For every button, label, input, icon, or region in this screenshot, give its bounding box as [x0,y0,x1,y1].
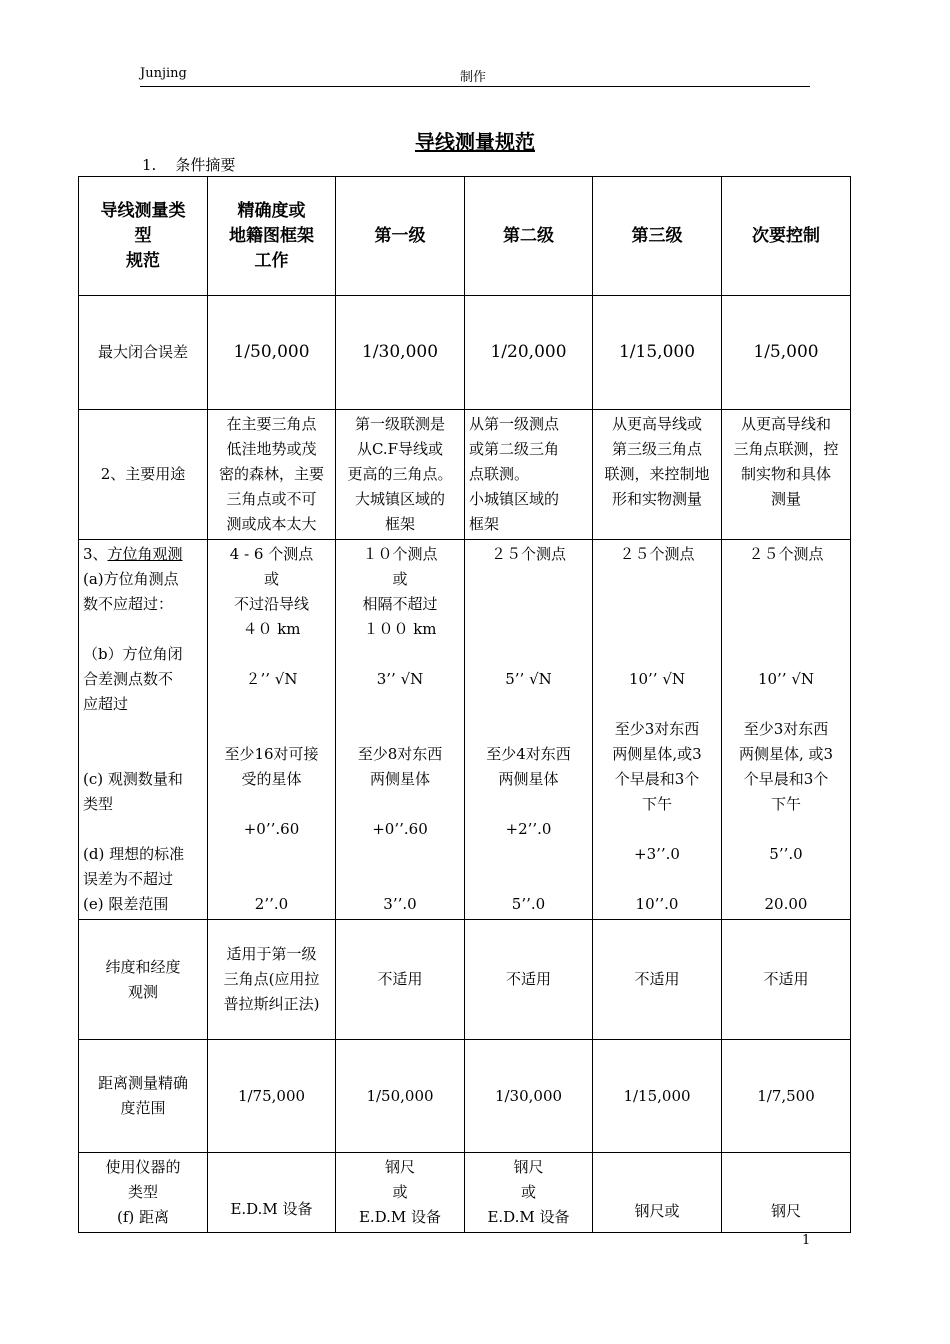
table-cell: 从第一级测点 或第二级三角 点联测。 小城镇区域的 框架 [465,410,593,540]
table-cell: ２５个测点 10’’ √N 至少3对东西 两侧星体,或3 个早晨和3个 下午 +3’’.0 10’’.0 [593,540,722,920]
row-label: 3、方位角观测 (a)方位角测点 数不应超过： （b）方位角闭 合差测点数不 应超过 (c) 观测数量和 类型 (d) 理想的标准 误差为不超过 (e) 限差范围 [79,540,208,920]
header-cell: 导线测量类 型 规范 [79,177,208,296]
header-author: Junjing [140,66,187,81]
table-cell: 1/7,500 [722,1040,851,1153]
header-cell: 第二级 [465,177,593,296]
table-cell: ２５个测点 5’’ √N 至少4对东西 两侧星体 +2’’.0 5’’.0 [465,540,593,920]
table-cell: 不适用 [336,920,465,1040]
header-cell: 第三级 [593,177,722,296]
table-cell: 适用于第一级 三角点(应用拉 普拉斯纠正法) [208,920,336,1040]
table-row [79,540,851,920]
table-cell: 在主要三角点 低洼地势或茂 密的森林，主要 三角点或不可 测或成本太大 [208,410,336,540]
table-cell: 1/15,000 [593,296,722,410]
table-row [79,920,851,1040]
section-heading: 1. 条件摘要 [142,156,236,174]
table-cell: 从更高导线和 三角点联测，控 制实物和具体 测量 [722,410,851,540]
table-cell: 钢尺 [722,1153,851,1233]
table-cell: 钢尺或 [593,1153,722,1233]
document-title [0,126,950,155]
table-cell: E.D.M 设备 [208,1153,336,1233]
table-cell: 不适用 [593,920,722,1040]
table-cell: １０个测点 或 相隔不超过 １００ km 3’’ √N 至少8对东西 两侧星体 +0’’.60 3’’.0 [336,540,465,920]
table-cell: 4 - 6 个测点 或 不过沿导线 ４０ km ２’’ √N 至少16对可接 受的星体 +0’’.60 2’’.0 [208,540,336,920]
table-row [79,1040,851,1153]
table-cell: 1/20,000 [465,296,593,410]
row-label: 距离测量精确 度范围 [79,1040,208,1153]
azimuth-heading: 方位角观测 [107,545,183,563]
table-cell: 1/30,000 [336,296,465,410]
table-cell: 1/50,000 [208,296,336,410]
spec-table [78,176,851,1233]
table-cell: 1/15,000 [593,1040,722,1153]
table-cell: 1/50,000 [336,1040,465,1153]
table-row [79,296,851,410]
row-label: 最大闭合误差 [79,296,208,410]
row-label: 纬度和经度 观测 [79,920,208,1040]
page-number: 1 [802,1233,811,1248]
table-cell: ２５个测点 10’’ √N 至少3对东西 两侧星体, 或3 个早晨和3个 下午 5’’.0 20.00 [722,540,851,920]
table-row [79,1153,851,1233]
table-cell: 不适用 [722,920,851,1040]
document-title-text: 导线测量规范 [415,130,535,154]
table-cell: 1/5,000 [722,296,851,410]
header-made: 制作 [460,70,487,85]
header-cell: 第一级 [336,177,465,296]
table-cell: 第一级联测是 从C.F导线或 更高的三角点。 大城镇区域的 框架 [336,410,465,540]
page-header [140,66,810,87]
table-cell: 1/75,000 [208,1040,336,1153]
row-label: 使用仪器的 类型 (f) 距离 [79,1153,208,1233]
table-cell: 不适用 [465,920,593,1040]
header-cell: 精确度或 地籍图框架 工作 [208,177,336,296]
row-label: 2、主要用途 [79,410,208,540]
header-cell: 次要控制 [722,177,851,296]
table-row [79,410,851,540]
table-cell: 从更高导线或 第三级三角点 联测，来控制地 形和实物测量 [593,410,722,540]
table-cell: 1/30,000 [465,1040,593,1153]
table-cell: 钢尺 或 E.D.M 设备 [465,1153,593,1233]
table-header-row [79,177,851,296]
table-cell: 钢尺 或 E.D.M 设备 [336,1153,465,1233]
